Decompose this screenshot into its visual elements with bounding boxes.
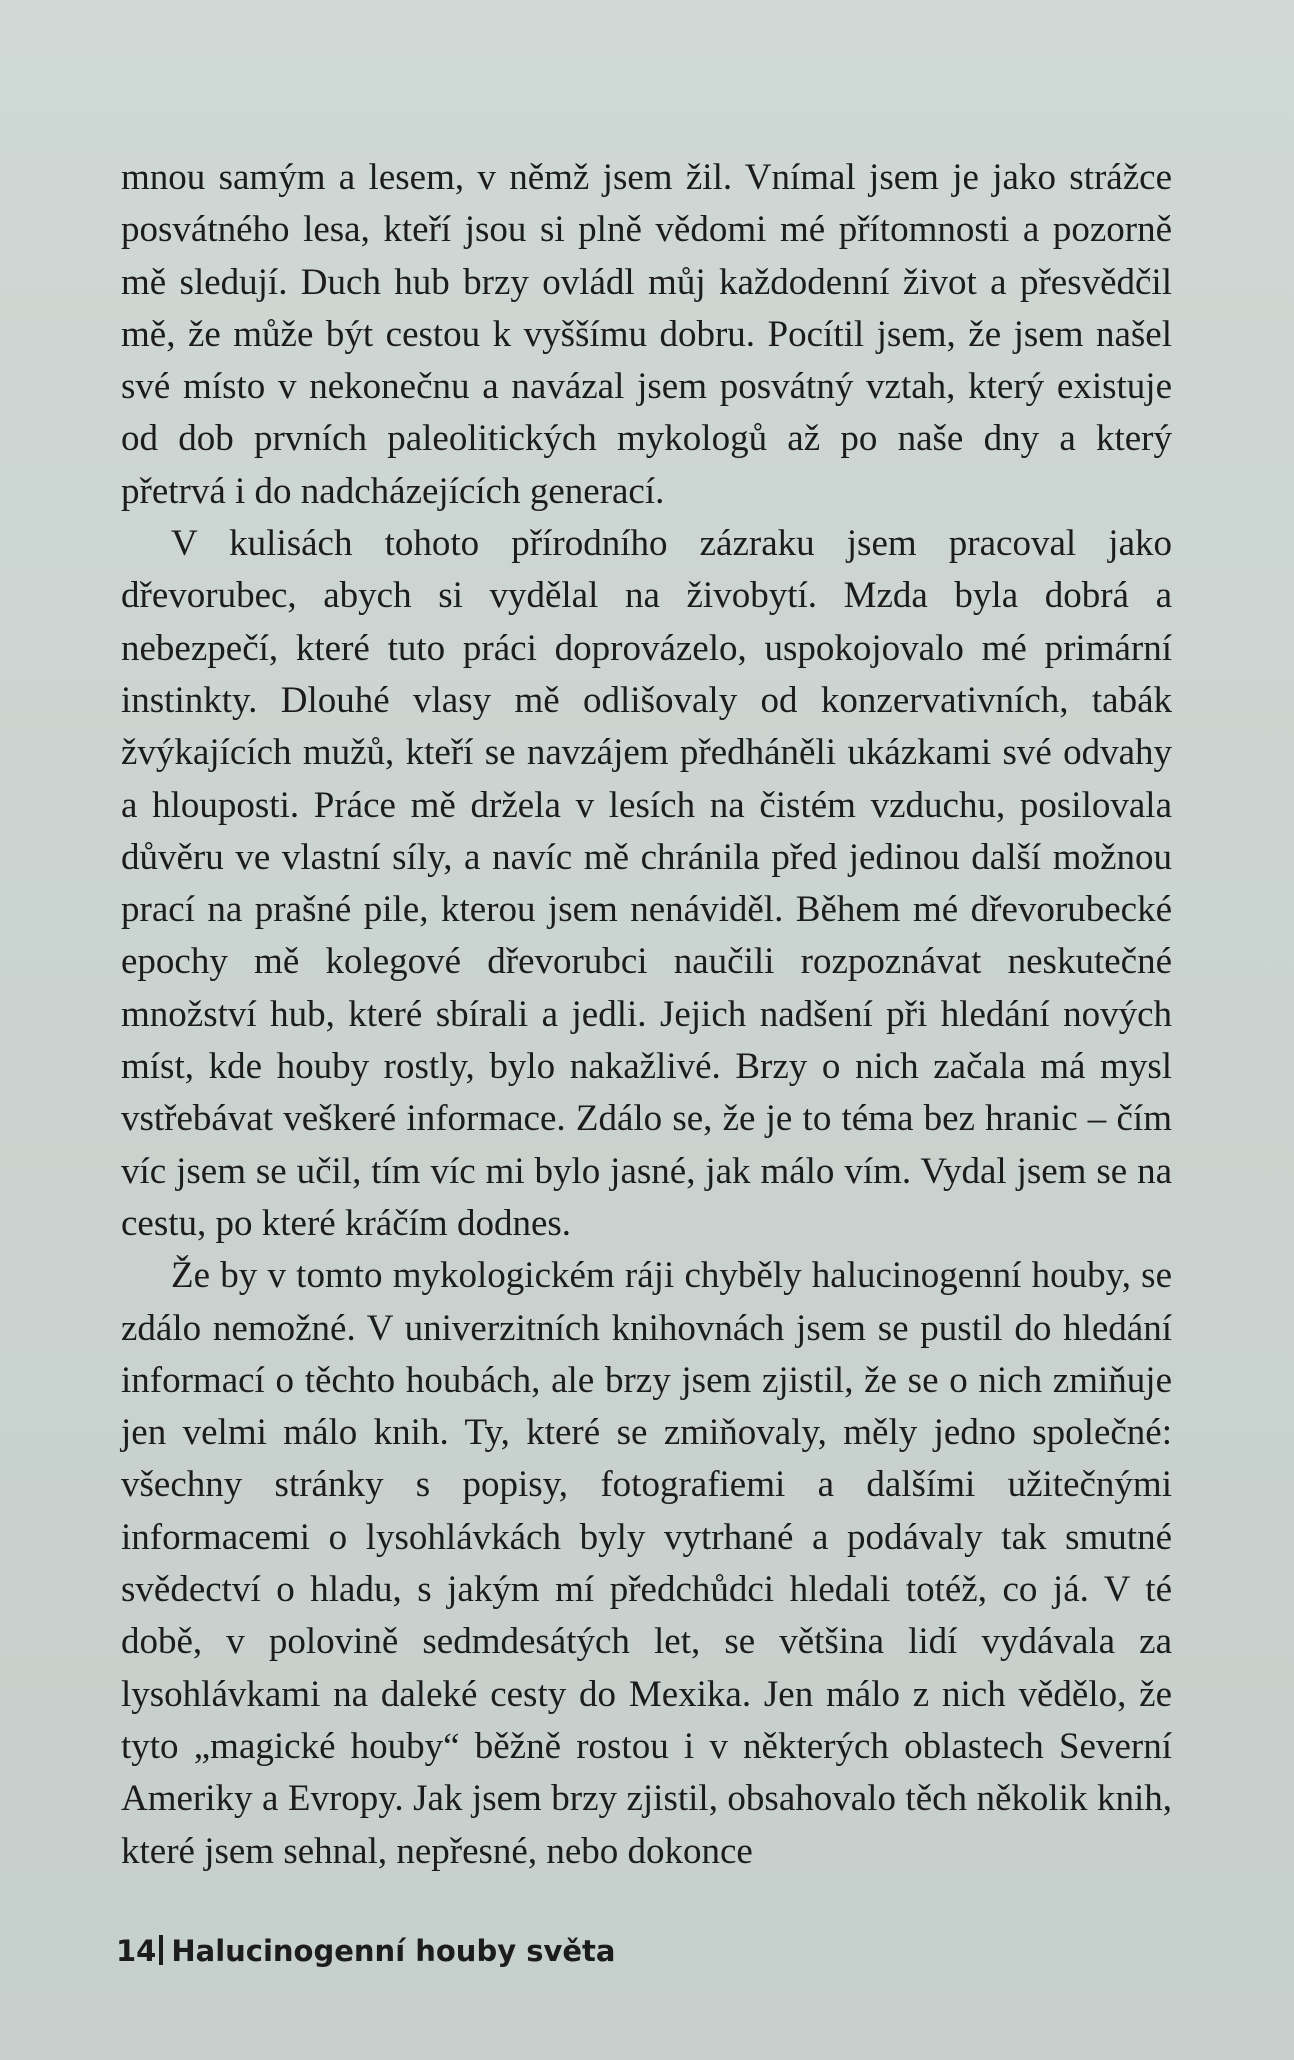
page-number: 14 <box>116 1934 157 1968</box>
paragraph-3: Že by v tomto mykologickém ráji chyběly halucinogenní houby, se zdálo nemožné. V univerzitních knihovnách jsem se pustil do hledání informací o těchto houbách, ale brzy jsem zjistil, že se o nich zmiňuje jen velmi málo knih. Ty, které se zmiňovaly, měly jedno společné: všechny stránky s popisy, fotografiemi a dalšími užitečnými informacemi o lysohlávkách byly vytrhané a podávaly tak smutné svědectví o hladu, s jakým mí předchůdci hledali totéž, co já. V té době, v polovině sedmdesátých let, se většina lidí vydávala za lysohlávkami na daleké cesty do Mexika. Jen málo z nich vědělo, že tyto „magické houby“ běžně rostou i v některých oblastech Severní Ameriky a Evropy. Jak jsem brzy zjistil, obsahovalo těch několik knih, které jsem sehnal, nepřesné, nebo dokonce <box>121 1255 1172 1872</box>
footer-separator <box>159 1935 163 1965</box>
paragraph-2: V kulisách tohoto přírodního zázraku jsem pracoval jako dřevorubec, abych si vydělal na živobytí. Mzda byla dobrá a nebezpečí, které tuto práci doprovázelo, uspokojovalo mé primární instinkty. Dlouhé vlasy mě odlišovaly od konzervativních, tabák žvýkajících mužů, kteří se navzájem předháněli ukázkami své odvahy a hlouposti. Práce mě držela v lesích na čistém vzduchu, posilovala důvěru ve vlastní síly, a navíc mě chránila před jedinou další možnou prací na prašné pile, kterou jsem nenáviděl. Během mé dřevorubecké epochy mě kolegové dřevorubci naučili rozpoznávat neskutečné množství hub, které sbírali a jedli. Jejich nadšení při hledání nových míst, kde houby rostly, bylo nakažlivé. Brzy o nich začala má mysl vstřebávat veškeré informace. Zdálo se, že je to téma bez hranic – čím víc jsem se učil, tím víc mi bylo jasné, jak málo vím. Vydal jsem se na cestu, po které kráčím dodnes. <box>121 523 1172 1244</box>
paragraph-1: mnou samým a lesem, v němž jsem žil. Vnímal jsem je jako strážce posvátného lesa, kteří jsou si plně vědomi mé přítomnosti a pozorně mě sledují. Duch hub brzy ovládl můj každodenní život a přesvědčil mě, že může být cestou k vyššímu dobru. Pocítil jsem, že jsem našel své místo v nekonečnu a navázal jsem posvátný vztah, který existuje od dob prvních paleolitických mykologů až po naše dny a který přetrvá i do nadcházejících generací. <box>121 157 1172 512</box>
book-title: Halucinogenní houby světa <box>171 1934 616 1968</box>
page-footer <box>116 1934 615 1968</box>
body-text <box>121 152 1172 1878</box>
